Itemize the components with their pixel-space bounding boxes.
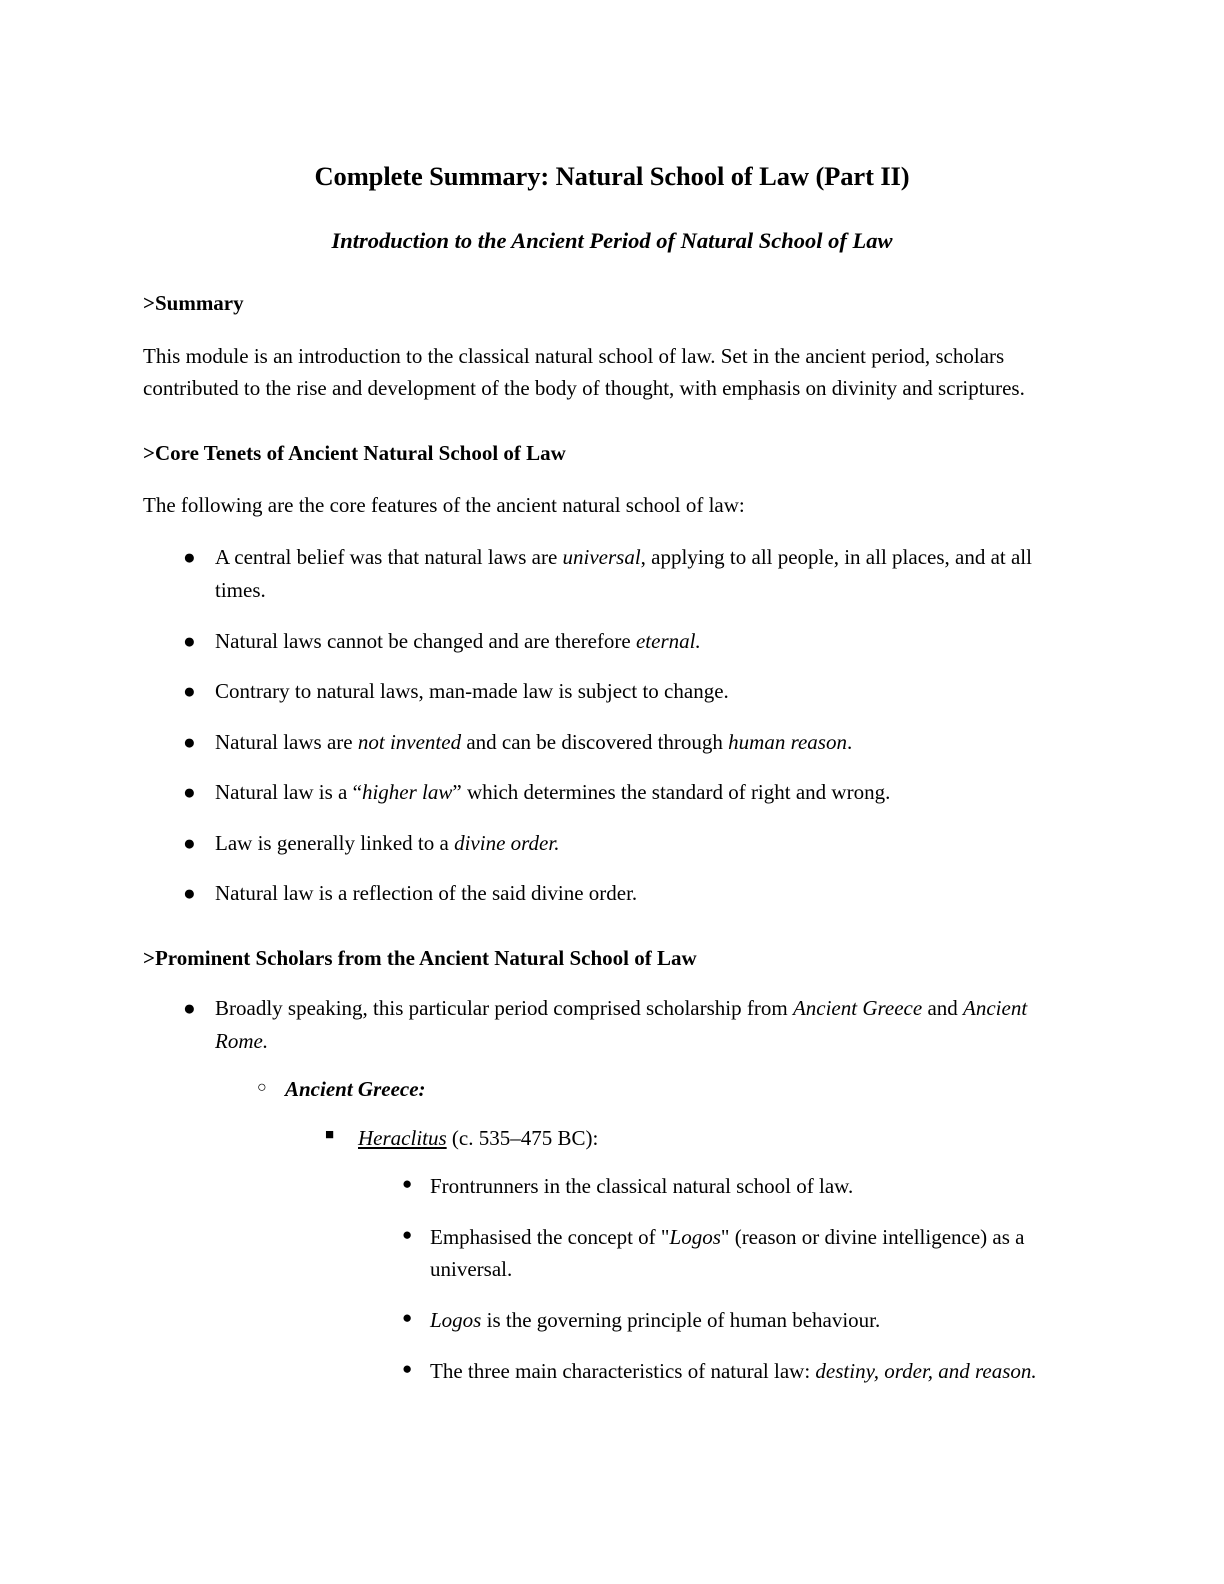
disc-bullet-icon: ● <box>402 1174 413 1194</box>
square-bullet-icon: ■ <box>325 1126 335 1143</box>
section-heading: >Core Tenets of Ancient Natural School of Law <box>143 440 566 465</box>
text-run: Logos <box>430 1307 482 1332</box>
list-item <box>143 675 1081 708</box>
text-run: ” which determines the standard of right and wrong. <box>452 780 891 805</box>
list-item-text <box>215 780 890 804</box>
text-run: The three main characteristics of natural law: <box>430 1358 816 1383</box>
list-item-text <box>358 1126 598 1150</box>
section-paragraph: The following are the core features of the ancient natural school of law: <box>143 492 745 517</box>
list-item <box>215 1073 1081 1387</box>
page-title: Complete Summary: Natural School of Law (Part II) <box>314 161 910 191</box>
disc-bullet-icon: ● <box>183 545 196 570</box>
text-run: not invented <box>357 729 462 754</box>
text-run: divine order. <box>454 830 560 855</box>
text-run: human reason <box>728 729 847 754</box>
disc-bullet-icon: ● <box>183 780 196 805</box>
list-item-text <box>215 679 729 703</box>
disc-bullet-icon: ● <box>402 1358 413 1378</box>
text-run: Contrary to natural laws, man-made law is subject to change. <box>215 679 729 704</box>
disc-bullet-icon: ● <box>183 996 196 1021</box>
text-run: Heraclitus <box>358 1125 447 1150</box>
text-run: Emphasised the concept of " <box>430 1224 670 1249</box>
text-run: universal <box>562 545 641 570</box>
list-item <box>143 877 1081 910</box>
text-run: Law is generally linked to a <box>215 830 455 855</box>
list-item <box>358 1304 1081 1337</box>
text-run: . <box>846 729 853 754</box>
page-subtitle: Introduction to the Ancient Period of Natural School of Law <box>331 228 893 254</box>
list-item <box>143 992 1081 1387</box>
text-run: Natural laws cannot be changed and are therefore <box>215 628 636 653</box>
disc-bullet-icon: ● <box>183 679 196 704</box>
text-run: A central belief was that natural laws are <box>215 545 563 570</box>
disc-bullet-icon: ● <box>183 830 196 855</box>
list-item-text <box>215 996 1027 1053</box>
text-run: and can be discovered through <box>461 729 729 754</box>
list-item-text <box>215 730 852 754</box>
bullet-list-level-1 <box>143 541 1081 909</box>
list-item <box>285 1122 1081 1387</box>
text-run: eternal. <box>635 628 701 653</box>
disc-bullet-icon: ● <box>183 881 196 906</box>
list-item <box>358 1355 1081 1388</box>
bullet-list-level-3 <box>285 1122 1081 1387</box>
text-run: Ancient Greece <box>792 996 923 1021</box>
text-run: , applying to all people, in all places, and at all times. <box>215 545 1032 603</box>
text-run: and <box>922 996 964 1021</box>
list-item <box>143 541 1081 606</box>
list-item-text <box>430 1225 1025 1282</box>
text-run: is the governing principle of human behaviour. <box>481 1307 881 1332</box>
list-item-text <box>430 1174 853 1198</box>
disc-bullet-icon: ● <box>402 1307 413 1327</box>
list-item-text <box>430 1308 880 1332</box>
disc-bullet-icon: ● <box>183 729 196 754</box>
text-run: (c. 535–475 BC): <box>446 1125 599 1150</box>
circle-bullet-icon: ○ <box>257 1079 267 1097</box>
section-paragraph: This module is an introduction to the classical natural school of law. Set in the ancient period, scholars contributed to the rise and development of the body of thought, with emphasis on divinity and scriptures. <box>143 343 1025 401</box>
text-run: destiny, order, and reason. <box>815 1358 1037 1383</box>
section-heading: >Prominent Scholars from the Ancient Natural School of Law <box>143 945 697 970</box>
list-item <box>143 726 1081 759</box>
text-run: Ancient Rome. <box>215 996 1028 1053</box>
text-run: Ancient Greece: <box>285 1077 426 1102</box>
list-item-text <box>215 545 1032 602</box>
list-item <box>143 827 1081 860</box>
text-run: Natural law is a reflection of the said divine order. <box>215 881 638 906</box>
text-run: Natural law is a “ <box>215 780 362 805</box>
list-item <box>143 625 1081 658</box>
text-run: " (reason or divine intelligence) as a universal. <box>430 1224 1025 1282</box>
disc-bullet-icon: ● <box>183 628 196 653</box>
list-item-text <box>285 1077 426 1101</box>
text-run: Logos <box>669 1224 721 1249</box>
text-run: Natural laws are <box>215 729 358 754</box>
section-heading: >Summary <box>143 291 244 316</box>
text-run: higher law <box>361 780 453 805</box>
bullet-list-level-4 <box>358 1170 1081 1387</box>
list-item-text <box>215 881 637 905</box>
bullet-list-level-1 <box>143 992 1081 1387</box>
list-item-text <box>215 831 559 855</box>
list-item <box>358 1221 1081 1286</box>
document-body <box>143 290 1081 1387</box>
bullet-list-level-2 <box>215 1073 1081 1387</box>
list-item-text <box>430 1359 1037 1383</box>
list-item <box>358 1170 1081 1203</box>
disc-bullet-icon: ● <box>402 1224 413 1244</box>
list-item <box>143 776 1081 809</box>
text-run: Broadly speaking, this particular period comprised scholarship from <box>215 996 793 1021</box>
text-run: Frontrunners in the classical natural school of law. <box>430 1174 854 1199</box>
list-item-text <box>215 629 701 653</box>
